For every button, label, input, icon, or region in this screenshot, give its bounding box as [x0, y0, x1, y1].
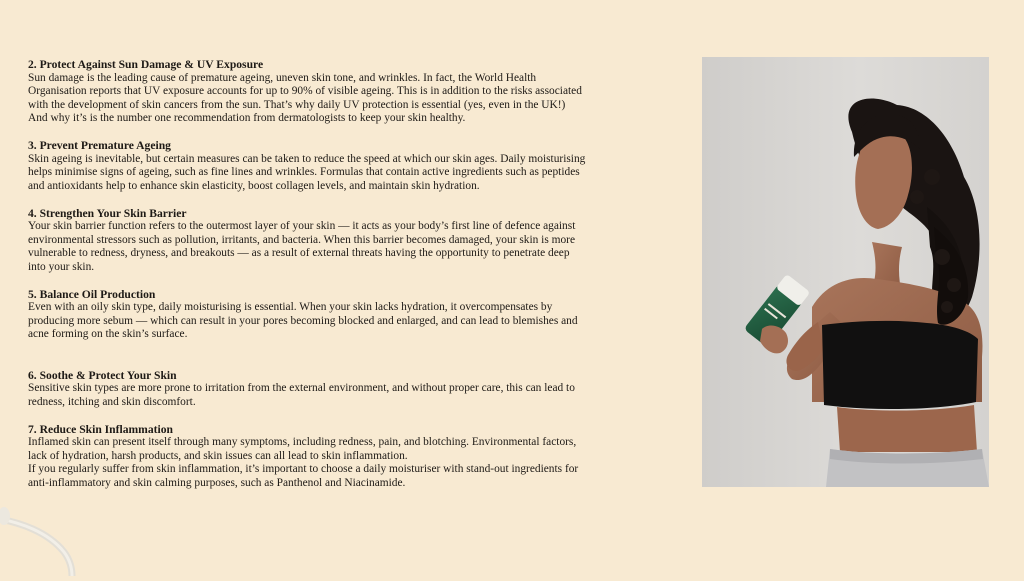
section-heading: 6. Soothe & Protect Your Skin [28, 368, 177, 382]
section-line: acne forming on the skin’s surface. [28, 328, 188, 340]
section-soothe-protect [28, 369, 653, 410]
section-line: And why it’s is the number one recommendation from dermatologists to keep your skin healthy. [28, 112, 466, 124]
section-line: Inflamed skin can present itself through many symptoms, including redness, pain, and blotching. Environmental factors, [28, 436, 577, 448]
section-oil-production [28, 288, 653, 342]
section-line: If you regularly suffer from skin inflammation, it’s important to choose a daily moisturiser with stand-out ingredients for [28, 463, 579, 475]
article-content [28, 58, 653, 490]
section-line: helps minimise signs of ageing, such as fine lines and wrinkles. Formulas that contain active ingredients such as peptides [28, 166, 580, 178]
woman-holding-moisturiser-photo [702, 57, 989, 487]
section-line: vulnerable to redness, dryness, and breakouts — as a result of external threats having the opportunity to penetrate deep [28, 247, 570, 259]
section-line: Sensitive skin types are more prone to irritation from the external environment, and without proper care, this can lead to [28, 382, 575, 394]
section-premature-ageing [28, 139, 653, 193]
section-line: into your skin. [28, 260, 95, 273]
section-line: Skin ageing is inevitable, but certain measures can be taken to reduce the speed at which our skin ages. Daily moisturising [28, 152, 586, 165]
section-line: Even with an oily skin type, daily moisturising is essential. When your skin lacks hydration, it overcompensates by [28, 301, 553, 313]
curved-line-decoration [0, 500, 90, 576]
section-heading: 7. Reduce Skin Inflammation [28, 422, 173, 436]
section-heading: 2. Protect Against Sun Damage & UV Exposure [28, 58, 264, 71]
section-line: environmental stressors such as pollution, irritants, and bacteria. When this barrier becomes damaged, your skin is more [28, 233, 576, 246]
section-line: with the development of skin cancers from the sun. That’s why daily UV protection is essential (yes, even in the UK!) [28, 98, 566, 111]
section-line: redness, itching and skin discomfort. [28, 395, 196, 408]
section-line: lack of hydration, harsh products, and skin issues can all lead to skin inflammation. [28, 449, 408, 462]
section-line: Your skin barrier function refers to the outermost layer of your skin — it acts as your body’s first line of defence against [28, 220, 576, 232]
section-line: anti-inflammatory and skin calming purposes, such as Panthenol and Niacinamide. [28, 476, 406, 489]
section-skin-barrier [28, 207, 653, 275]
section-line: Organisation reports that UV exposure accounts for up to 90% of visible ageing. This is in addition to the risks associated [28, 85, 582, 97]
section-line: Sun damage is the leading cause of premature ageing, uneven skin tone, and wrinkles. In fact, the World Health [28, 71, 537, 84]
section-heading: 5. Balance Oil Production [28, 287, 156, 301]
section-sun-damage [28, 58, 653, 126]
section-inflammation [28, 423, 653, 491]
section-heading: 4. Strengthen Your Skin Barrier [28, 206, 187, 220]
section-heading: 3. Prevent Premature Ageing [28, 139, 171, 152]
section-line: producing more sebum — which can result in your pores becoming blocked and enlarged, and can lead to blemishes and [28, 314, 578, 327]
section-line: and antioxidants help to enhance skin elasticity, boost collagen levels, and maintain skin hydration. [28, 179, 480, 192]
